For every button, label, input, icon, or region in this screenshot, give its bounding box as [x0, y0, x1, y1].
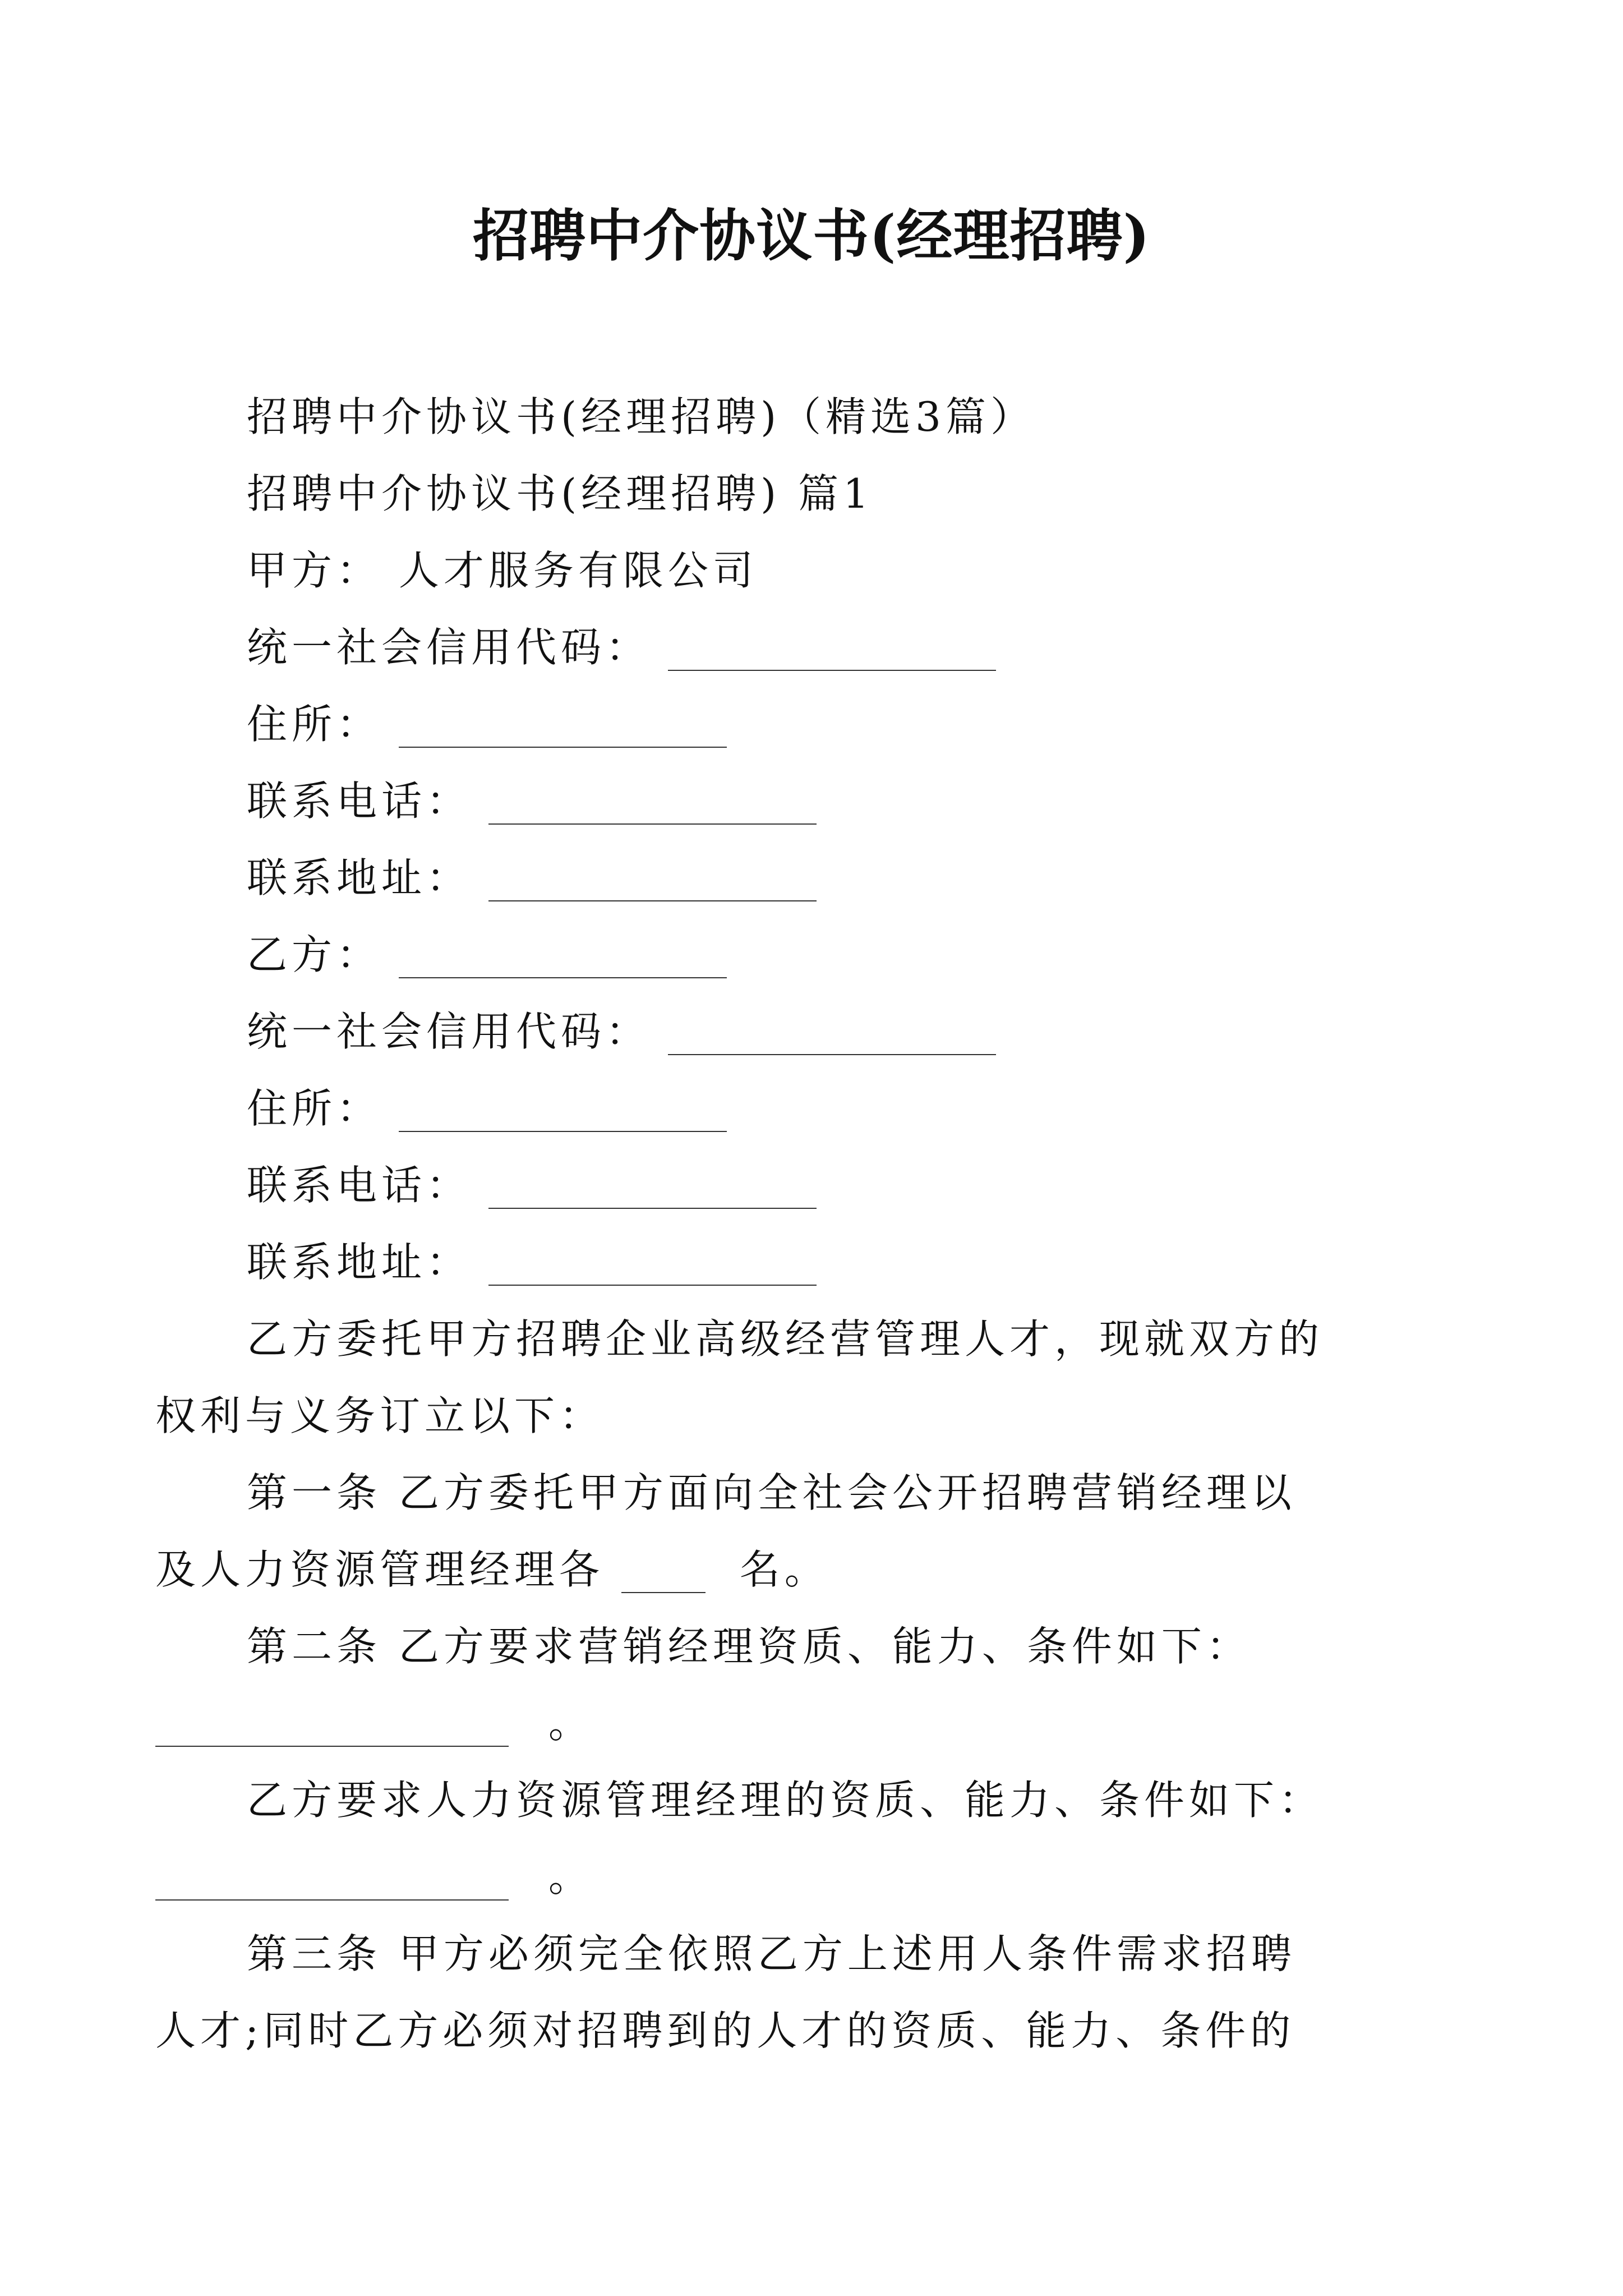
credit-code-label: 统一社会信用代码： — [247, 624, 651, 671]
article-1-text-1: 第一条 乙方委托甲方面向全社会公开招聘营销经理以 — [247, 1469, 1296, 1516]
party-b-label: 乙方： — [247, 931, 382, 978]
party-a-contact-address-line — [247, 840, 1413, 917]
section-heading — [247, 455, 1413, 532]
article-1-line-1 — [247, 1455, 1413, 1531]
credit-code-blank — [668, 1054, 996, 1055]
contact-address-blank — [488, 900, 817, 901]
address-label: 住所： — [247, 1085, 382, 1132]
article-1-suffix: 名。 — [739, 1546, 829, 1593]
party-b-address-line — [247, 1070, 1413, 1147]
address-blank — [399, 747, 727, 748]
article-2-line-1 — [247, 1608, 1413, 1685]
party-b-line — [247, 917, 1413, 993]
requirements-blank — [155, 1746, 509, 1747]
article-1-line-2 — [155, 1531, 1413, 1608]
document-title: 招聘中介协议书(经理招聘) — [473, 203, 1150, 269]
subtitle: 招聘中介协议书(经理招聘)（精选3篇） — [247, 393, 1035, 440]
phone-blank — [488, 823, 817, 825]
article-2b-line-2 — [155, 1839, 1413, 1916]
intro-line-2 — [155, 1378, 1413, 1455]
phone-blank — [488, 1208, 817, 1209]
party-a-line — [247, 532, 1413, 609]
full-stop: 。 — [548, 1853, 593, 1901]
article-2-text-1: 第二条 乙方要求营销经理资质、能力、条件如下： — [247, 1623, 1251, 1670]
party-a-phone-line — [247, 763, 1413, 840]
address-blank — [399, 1131, 727, 1132]
article-2-line-2 — [155, 1685, 1413, 1762]
article-3-text-2: 人才;同时乙方必须对招聘到的人才的资质、能力、条件的 — [155, 2007, 1295, 2054]
party-a-address-line — [247, 686, 1413, 763]
party-a-credit-code-line — [247, 609, 1413, 686]
address-label: 住所： — [247, 701, 382, 748]
count-blank — [621, 1592, 706, 1593]
agreement-text — [155, 1301, 1413, 2069]
party-b-blank — [399, 977, 727, 978]
article-1-text-2: 及人力资源管理经理各 — [155, 1546, 605, 1593]
article-3-line-2 — [155, 1993, 1413, 2069]
article-3-text-1: 第三条 甲方必须完全依照乙方上述用人条件需求招聘 — [247, 1930, 1296, 1977]
intro-line-1 — [247, 1301, 1413, 1378]
article-2b-line-1 — [247, 1762, 1413, 1839]
article-3-line-1 — [247, 1916, 1413, 1993]
section-title: 招聘中介协议书(经理招聘) 篇1 — [247, 470, 873, 517]
party-b-credit-code-line — [247, 993, 1413, 1070]
party-b-contact-address-line — [247, 1224, 1413, 1301]
document-body — [247, 379, 1413, 1301]
credit-code-blank — [668, 670, 996, 671]
contact-address-blank — [488, 1285, 817, 1286]
requirements-blank — [155, 1899, 509, 1901]
phone-label: 联系电话： — [247, 1162, 472, 1209]
credit-code-label: 统一社会信用代码： — [247, 1008, 651, 1055]
party-b-phone-line — [247, 1147, 1413, 1224]
intro-text-1: 乙方委托甲方招聘企业高级经营管理人才，现就双方的 — [247, 1315, 1324, 1363]
party-a-name: 人才服务有限公司 — [398, 547, 758, 594]
subtitle-line — [247, 379, 1413, 455]
intro-text-2: 权利与义务订立以下： — [155, 1392, 605, 1439]
party-a-label: 甲方： — [247, 547, 382, 594]
contact-address-label: 联系地址： — [247, 854, 472, 901]
full-stop: 。 — [548, 1700, 593, 1747]
contact-address-label: 联系地址： — [247, 1239, 472, 1286]
article-2b-text-1: 乙方要求人力资源管理经理的资质、能力、条件如下： — [247, 1777, 1324, 1824]
phone-label: 联系电话： — [247, 777, 472, 825]
